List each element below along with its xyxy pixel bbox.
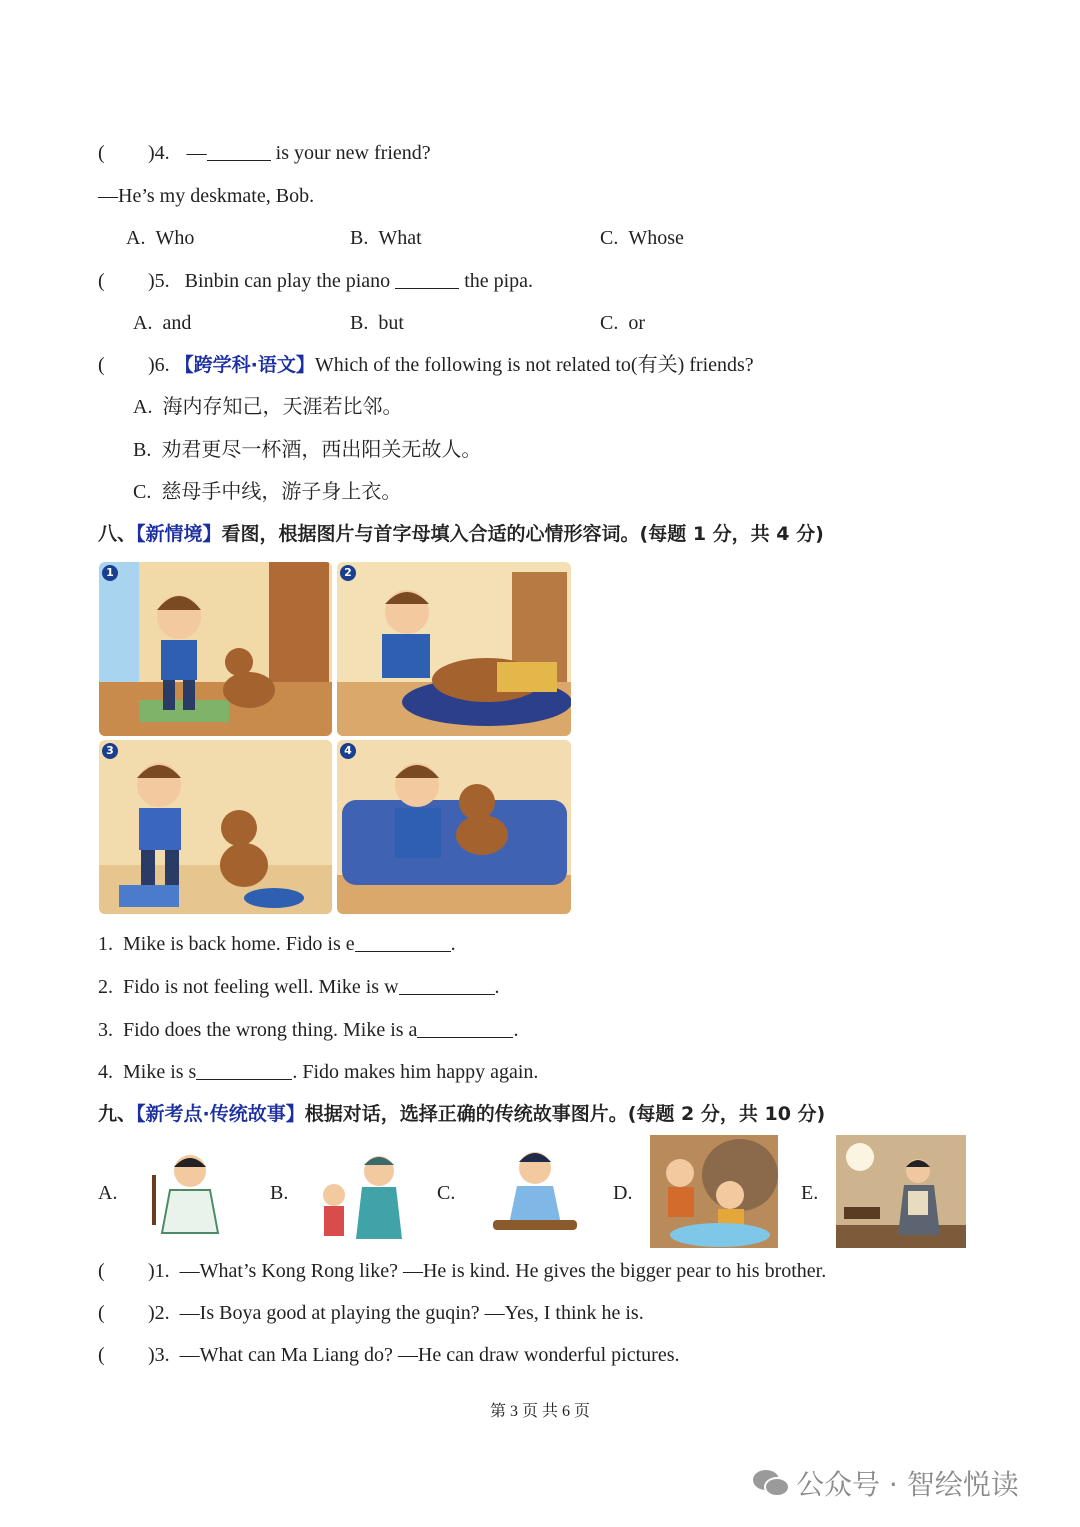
story-picture-c[interactable] xyxy=(485,1140,585,1240)
section-tag: 【新考点·传统故事】 xyxy=(136,1103,305,1125)
dash: — xyxy=(186,142,207,164)
question-tag: 【跨学科·语文】 xyxy=(174,354,315,376)
fill-item-4: 4. Mike is s . Fido makes him happy again. xyxy=(98,1061,539,1083)
answer-blank[interactable] xyxy=(417,1019,513,1038)
option-b[interactable]: B. 劝君更尽一杯酒，西出阳关无故人。 xyxy=(133,439,482,461)
question-text: Which of the following is not related to(有关) friends? xyxy=(314,354,754,376)
answer-blank[interactable] xyxy=(399,976,495,995)
question-number: )4. xyxy=(148,142,170,164)
option-a[interactable]: A. 海内存知己，天涯若比邻。 xyxy=(133,396,403,418)
story-picture-a[interactable] xyxy=(140,1145,240,1235)
story-picture-d[interactable] xyxy=(650,1135,778,1248)
story-label-b: B. xyxy=(270,1182,289,1204)
watermark-text: 公众号 · 智绘悦读 xyxy=(796,1468,1019,1501)
section-number: 八、 xyxy=(98,523,137,545)
panel-number: 2 xyxy=(340,565,356,581)
answer-paren[interactable] xyxy=(98,353,148,377)
section-9-heading xyxy=(98,1102,825,1126)
option-a[interactable]: A. and xyxy=(133,312,192,334)
wechat-icon xyxy=(752,1468,790,1505)
option-c[interactable]: C. 慈母手中线，游子身上衣。 xyxy=(133,481,402,503)
match-item-1: ( )1. —What’s Kong Rong like? —He is kind. He gives the bigger pear to his brother. xyxy=(98,1260,827,1282)
option-c[interactable]: C. Whose xyxy=(600,227,684,249)
match-item-3: ( )3. —What can Ma Liang do? —He can draw wonderful pictures. xyxy=(98,1344,680,1366)
match-item-2: ( )2. —Is Boya good at playing the guqin? —Yes, I think he is. xyxy=(98,1302,644,1324)
question-4 xyxy=(98,141,431,165)
story-label-a: A. xyxy=(98,1182,118,1204)
panel-number: 1 xyxy=(102,565,118,581)
answer-blank[interactable] xyxy=(196,1061,292,1080)
option-c[interactable]: C. or xyxy=(600,312,646,334)
answer-paren[interactable]: ( xyxy=(98,1344,105,1366)
section-title: 根据对话，选择正确的传统故事图片。(每题 2 分，共 10 分) xyxy=(304,1103,826,1125)
watermark xyxy=(752,1463,1019,1505)
question-text: is your new friend? xyxy=(275,142,431,164)
option-a[interactable]: A. Who xyxy=(126,227,195,249)
page-number: 第 3 页 共 6 页 xyxy=(489,1403,590,1420)
answer-blank[interactable] xyxy=(207,142,271,161)
answer-paren[interactable]: ( xyxy=(98,1260,105,1282)
option-b[interactable]: B. but xyxy=(350,312,404,334)
answer-paren[interactable]: ( xyxy=(98,1302,105,1324)
story-label-c: C. xyxy=(437,1182,456,1204)
question-6 xyxy=(98,353,754,377)
answer-paren[interactable] xyxy=(98,269,148,293)
panel-number: 3 xyxy=(102,743,118,759)
fill-item-2: 2. Fido is not feeling well. Mike is w . xyxy=(98,976,500,998)
question-4-response: —He’s my deskmate, Bob. xyxy=(98,185,315,207)
picture-panel-3 xyxy=(99,740,332,914)
story-picture-b[interactable] xyxy=(314,1143,409,1241)
paren-open: ( xyxy=(98,142,105,164)
question-number: )5. xyxy=(148,270,170,292)
fill-item-1: 1. Mike is back home. Fido is e . xyxy=(98,933,456,955)
story-label-d: D. xyxy=(613,1182,633,1204)
picture-panel-4 xyxy=(337,740,571,914)
picture-panel-1 xyxy=(99,562,332,736)
section-number: 九、 xyxy=(98,1103,137,1125)
option-b[interactable]: B. What xyxy=(350,227,422,249)
paren-open: ( xyxy=(98,354,105,376)
answer-blank[interactable] xyxy=(355,933,451,952)
panel-number: 4 xyxy=(340,743,356,759)
story-label-e: E. xyxy=(801,1182,819,1204)
answer-blank[interactable] xyxy=(395,270,459,289)
answer-paren[interactable] xyxy=(98,141,148,165)
story-picture-e[interactable] xyxy=(836,1135,966,1248)
section-tag: 【新情境】 xyxy=(136,523,222,545)
question-text: Binbin can play the piano xyxy=(184,270,391,292)
section-8-heading xyxy=(98,522,824,546)
section-title: 看图，根据图片与首字母填入合适的心情形容词。(每题 1 分，共 4 分) xyxy=(221,523,824,545)
question-5 xyxy=(98,269,533,293)
question-text-end: the pipa. xyxy=(464,270,534,292)
paren-open: ( xyxy=(98,270,105,292)
fill-item-3: 3. Fido does the wrong thing. Mike is a . xyxy=(98,1019,519,1041)
picture-panel-2 xyxy=(337,562,571,736)
question-number: )6. xyxy=(148,354,170,376)
